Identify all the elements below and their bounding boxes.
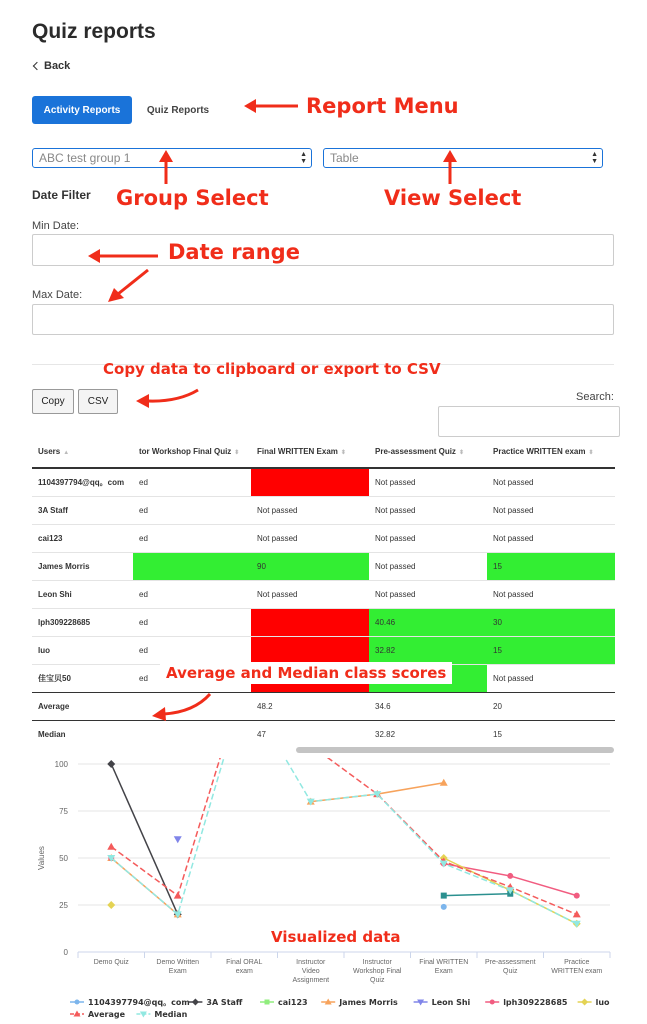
table-row: [32, 580, 615, 608]
back-label: Back: [44, 60, 71, 72]
user-cell: cai123: [32, 524, 133, 552]
table-cell: 15: [487, 636, 615, 664]
table-cell: Not passed: [251, 580, 369, 608]
sort-icon: ⬍: [458, 450, 464, 456]
data-point-lph309228685: [507, 873, 513, 879]
sort-icon: ⬍: [234, 450, 240, 456]
table-cell: Not passed: [369, 524, 487, 552]
select-arrows-icon: ▲ ▼: [591, 151, 598, 165]
data-point-50: [441, 893, 447, 899]
table-cell: Not passed: [251, 524, 369, 552]
search-label: Search:: [576, 391, 614, 403]
y-tick-label: 50: [59, 854, 68, 863]
table-cell: [251, 608, 369, 636]
average-row: [32, 692, 615, 720]
page-title: Quiz reports: [32, 20, 156, 43]
data-point-luo: [107, 901, 115, 909]
table-cell: Not passed: [487, 580, 615, 608]
median-label: Median: [32, 720, 133, 748]
x-tick-label: Final WRITTEN Exam: [419, 959, 469, 975]
report-table: [32, 436, 615, 748]
view-select-value: Table: [330, 151, 359, 165]
legend-item: Median: [154, 1010, 188, 1019]
table-cell: Not passed: [369, 468, 487, 496]
export-arrow-icon: [134, 388, 200, 410]
column-header[interactable]: tor Workshop Final Quiz ⬍: [133, 436, 251, 468]
legend-item: James Morris: [339, 998, 398, 1007]
max-date-input[interactable]: [32, 304, 614, 335]
median-row: [32, 720, 615, 748]
csv-button[interactable]: CSV: [78, 389, 118, 414]
average-cell: 48.2: [251, 692, 369, 720]
user-cell: Leon Shi: [32, 580, 133, 608]
average-label: Average: [32, 692, 133, 720]
median-cell: 47: [251, 720, 369, 748]
legend-item: 1104397794@qq。com: [88, 998, 190, 1007]
annotation-report-menu: Report Menu: [306, 94, 459, 118]
table-row: [32, 496, 615, 524]
min-date-label: Min Date:: [32, 220, 80, 232]
annotation-view-select: View Select: [384, 186, 522, 210]
annotation-copy-export: Copy data to clipboard or export to CSV: [103, 360, 441, 378]
table-cell: Not passed: [251, 496, 369, 524]
annotation-group-select: Group Select: [116, 186, 269, 210]
table-cell: 32.82: [369, 636, 487, 664]
user-cell: 3A Staff: [32, 496, 133, 524]
table-cell: Not passed: [369, 496, 487, 524]
table-cell: ed: [133, 496, 251, 524]
y-axis-label: Values: [37, 846, 46, 870]
data-point-leon-shi: [174, 836, 182, 843]
table-cell: 90: [251, 552, 369, 580]
table-row: [32, 552, 615, 580]
series-line-median: [111, 756, 577, 924]
legend-marker: [192, 999, 199, 1006]
table-cell: ed: [133, 468, 251, 496]
tab-activity-reports[interactable]: Activity Reports: [32, 96, 132, 124]
median-cell: 32.82: [369, 720, 487, 748]
legend-marker: [490, 1000, 495, 1005]
table-cell: Not passed: [369, 580, 487, 608]
sort-icon: ⬍: [588, 450, 594, 456]
series-line-3a-staff: [111, 764, 178, 914]
line-chart: [30, 756, 615, 1024]
data-point-average: [573, 910, 581, 917]
copy-button[interactable]: Copy: [32, 389, 74, 414]
date-range-arrows-icon: [86, 244, 162, 306]
x-tick-label: Demo Written Exam: [156, 959, 200, 975]
date-filter-heading: Date Filter: [32, 188, 91, 202]
sort-asc-icon: ▲: [63, 450, 70, 456]
table-cell: [251, 468, 369, 496]
group-select-arrow-icon: [156, 150, 176, 186]
max-date-label: Max Date:: [32, 289, 83, 301]
table-row: [32, 468, 615, 496]
x-tick-label: Demo Quiz: [93, 959, 129, 966]
y-tick-label: 75: [59, 807, 68, 816]
table-cell: 40.46: [369, 608, 487, 636]
table-cell: Not passed: [487, 468, 615, 496]
x-tick-label: Instructor Workshop Final Quiz: [352, 959, 402, 984]
view-select[interactable]: [323, 148, 603, 168]
table-horizontal-scrollbar[interactable]: [296, 747, 614, 753]
table-cell: [133, 552, 251, 580]
table-row: [32, 636, 615, 664]
average-cell: 34.6: [369, 692, 487, 720]
legend-marker: [581, 999, 588, 1006]
y-tick-label: 25: [59, 901, 68, 910]
table-cell: [251, 636, 369, 664]
column-header[interactable]: Final WRITTEN Exam ⬍: [251, 436, 369, 468]
user-cell: lph309228685: [32, 608, 133, 636]
sort-icon: ⬍: [340, 450, 346, 456]
legend-item: Leon Shi: [431, 998, 471, 1007]
legend-item: lph309228685: [503, 998, 568, 1007]
table-cell: ed: [133, 608, 251, 636]
table-cell: Not passed: [487, 524, 615, 552]
data-point-james-morris: [440, 779, 448, 786]
legend-item: 3A Staff: [206, 998, 243, 1007]
table-cell: Not passed: [369, 552, 487, 580]
select-arrows-icon: ▲ ▼: [300, 151, 307, 165]
tab-quiz-reports[interactable]: Quiz Reports: [146, 104, 210, 116]
x-tick-label: Pre-assessment Quiz: [484, 959, 536, 975]
y-tick-label: 100: [54, 760, 68, 769]
user-cell: 1104397794@qq。com: [32, 468, 133, 496]
annotation-avg-median: Average and Median class scores: [160, 662, 452, 684]
user-cell: James Morris: [32, 552, 133, 580]
annotation-date-range: Date range: [168, 240, 300, 264]
table-row: [32, 524, 615, 552]
data-point-average: [107, 843, 115, 850]
avg-median-arrow-icon: [150, 690, 216, 722]
table-row: [32, 608, 615, 636]
column-header-users[interactable]: Users ▲: [32, 436, 133, 468]
x-tick-label: Instructor Video Assignment: [292, 959, 330, 984]
table-cell: ed: [133, 524, 251, 552]
legend-item: Average: [88, 1010, 126, 1019]
chevron-left-icon: [33, 62, 41, 70]
report-menu-arrow-icon: [244, 96, 300, 116]
table-cell: Not passed: [487, 496, 615, 524]
column-header[interactable]: Practice WRITTEN exam ⬍: [487, 436, 615, 468]
legend-item: luo: [595, 998, 610, 1007]
data-point-lph309228685: [574, 893, 580, 899]
table-cell: ed: [133, 664, 251, 692]
table-cell: 15: [487, 552, 615, 580]
x-tick-label: Final ORAL exam: [226, 959, 263, 975]
user-cell: luo: [32, 636, 133, 664]
table-cell: [133, 720, 251, 748]
median-cell: 15: [487, 720, 615, 748]
annotation-visualized: Visualized data: [271, 928, 401, 946]
legend-marker: [75, 1000, 80, 1005]
user-cell: 佳宝贝50: [32, 664, 133, 692]
table-cell: 30: [487, 608, 615, 636]
series-line-50: [444, 894, 511, 896]
legend-item: cai123: [278, 998, 308, 1007]
average-cell: 20: [487, 692, 615, 720]
group-select-value: ABC test group 1: [39, 151, 131, 165]
table-cell: ed: [133, 636, 251, 664]
back-link[interactable]: [34, 60, 70, 72]
y-tick-label: 0: [63, 948, 68, 957]
table-cell: ed: [133, 580, 251, 608]
column-header[interactable]: Pre-assessment Quiz ⬍: [369, 436, 487, 468]
view-select-arrow-icon: [440, 150, 460, 186]
x-tick-label: Practice WRITTEN exam: [551, 959, 603, 975]
data-point-average: [174, 892, 182, 899]
table-cell: Not passed: [487, 664, 615, 692]
search-input[interactable]: [438, 406, 620, 437]
data-point-3a-staff: [107, 760, 115, 768]
legend-marker: [265, 1000, 270, 1005]
data-point-1104397794-qq-com: [441, 904, 447, 910]
